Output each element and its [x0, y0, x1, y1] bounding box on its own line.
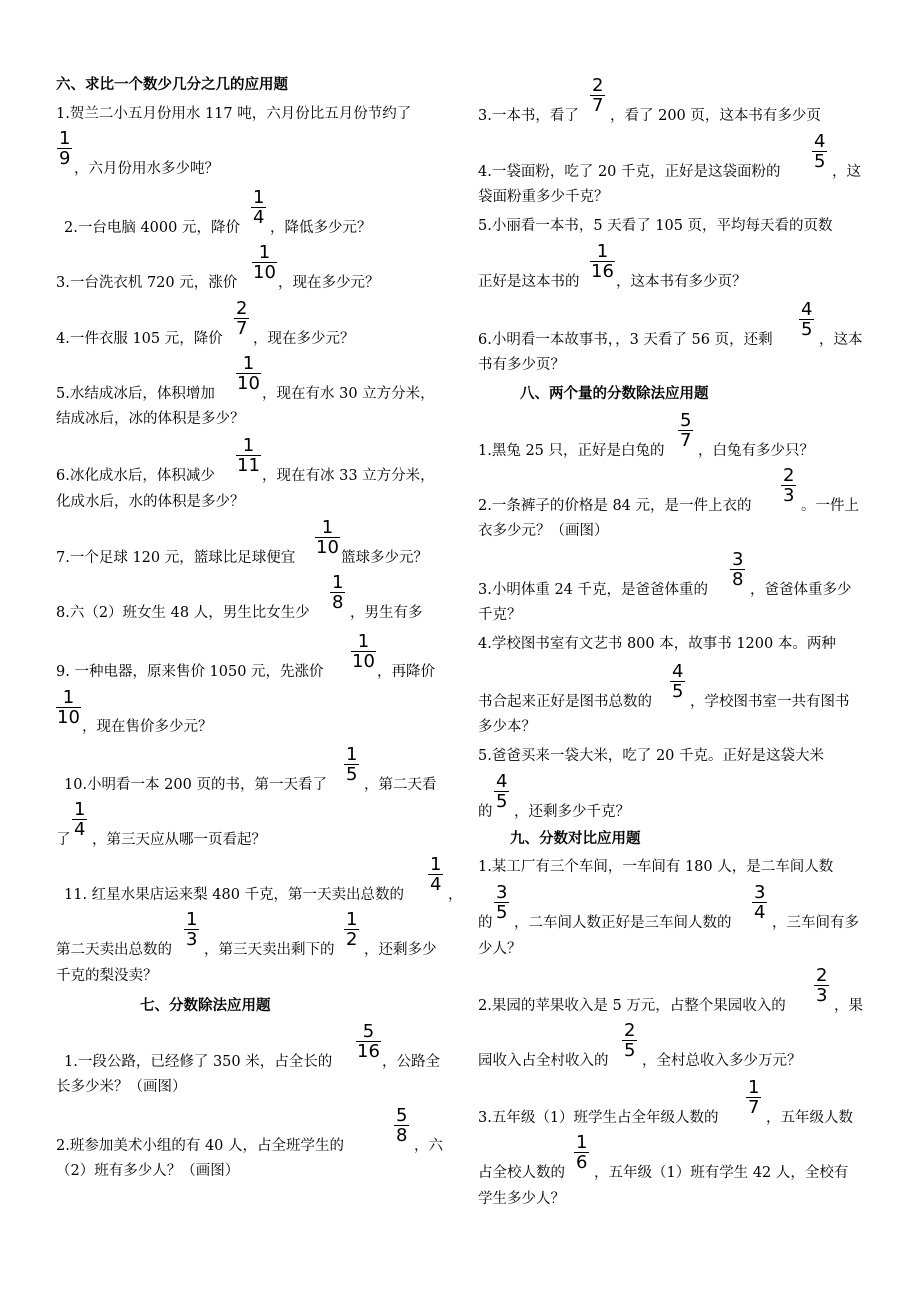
s7-q5: 5.小丽看一本书，5 天看了 105 页，平均每天看的页数 [478, 218, 833, 234]
s7-q4-line2: 袋面粉重多少千克？ [478, 189, 609, 205]
s6-q10-mid: ，第二天看 [364, 777, 437, 793]
s8-q5-line2: 的 [478, 804, 493, 820]
s6-q7-tail: 篮球多少元？ [341, 550, 428, 566]
s9-q3-line3: 学生多少人？ [478, 1191, 565, 1207]
s9-q1-line2: 的 [478, 915, 493, 931]
s7-q1: 1.一段公路，已经修了 350 米，占全长的 [64, 1054, 333, 1070]
fraction: 3 4 [754, 882, 766, 923]
s6-q9: 9. 一种电器，原来售价 1050 元，先涨价 [56, 664, 324, 680]
s7-q4: 4.一袋面粉，吃了 20 千克，正好是这袋面粉的 [478, 164, 781, 180]
s6-q11-line3: 千克的梨没卖？ [56, 968, 158, 984]
fraction: 1 4 [430, 854, 442, 895]
s8-q1-tail: ，白兔有多少只？ [698, 443, 814, 459]
s9-q2: 2.果园的苹果收入是 5 万元，占整个果园收入的 [478, 998, 786, 1014]
s7-q2: 2.班参加美术小组的有 40 人，占全班学生的 [56, 1138, 345, 1154]
s7-q2-tail: ，六 [414, 1138, 443, 1154]
fraction: 1 8 [332, 572, 344, 613]
fraction: 1 5 [346, 744, 358, 785]
s6-q9-mid: ，再降价 [377, 664, 435, 680]
fraction: 1 9 [59, 128, 71, 169]
s6-q3: 3.一台洗衣机 720 元，涨价 [56, 275, 238, 291]
s6-q3-tail: ，现在多少元？ [278, 275, 380, 291]
s6-q8: 8.六（2）班女生 48 人，男生比女生少 [56, 605, 310, 621]
s9-q2-tail: ，果 [834, 998, 863, 1014]
s6-q1-line1: 1.贺兰二小五月份用水 117 吨，六月份比五月份节约了 [56, 106, 412, 122]
fraction: 2 3 [783, 465, 795, 506]
s6-q9-line2: ，现在售价多少元？ [82, 719, 213, 735]
s8-q4: 4.学校图书室有文艺书 800 本，故事书 1200 本。两种 [478, 636, 836, 652]
fraction: 5 7 [680, 410, 692, 451]
s8-q1: 1.黑兔 25 只，正好是白兔的 [478, 443, 665, 459]
section-8-title: 八、两个量的分数除法应用题 [520, 386, 709, 402]
s9-q1-mid: ，二车间人数正好是三车间人数的 [514, 915, 732, 931]
s8-q3: 3.小明体重 24 千克，是爸爸体重的 [478, 582, 709, 598]
s7-q4-tail: ，这 [832, 164, 861, 180]
s8-q4-tail: ，学校图书室一共有图书 [690, 694, 850, 710]
s9-q1-tail: ，三车间有多 [772, 915, 859, 931]
fraction: 2 7 [236, 298, 248, 339]
s6-q6-tail: ，现在有冰 33 立方分米， [262, 468, 435, 484]
s6-q11: 11. 红星水果店运来梨 480 千克，第一天卖出总数的 [64, 887, 405, 903]
fraction: 1 2 [346, 909, 358, 950]
s7-q5-line2: 正好是这本书的 [478, 274, 580, 290]
section-7-title: 七、分数除法应用题 [140, 998, 271, 1014]
fraction: 4 5 [496, 771, 508, 812]
s8-q2-line2: 衣多少元？（画图） [478, 523, 609, 539]
s6-q11-tail: ，还剩多少 [364, 942, 437, 958]
s6-q6-line2: 化成水后，水的体积是多少？ [56, 494, 245, 510]
s6-q10-tail: ，第三天应从哪一页看起？ [92, 832, 266, 848]
s6-q8-tail: ，男生有多 [350, 605, 423, 621]
s8-q3-tail: ，爸爸体重多少 [750, 582, 852, 598]
fraction: 1 10 [253, 242, 276, 283]
fraction: 2 3 [816, 965, 828, 1006]
fraction: 1 10 [57, 687, 80, 728]
s7-q3: 3.一本书，看了 [478, 108, 579, 124]
s9-q1-line3: 少人？ [478, 941, 522, 957]
s7-q3-tail: ，看了 200 页，这本书有多少页 [610, 108, 821, 124]
s6-q7: 7.一个足球 120 元，篮球比足球便宜 [56, 550, 296, 566]
fraction: 5 16 [357, 1021, 380, 1062]
fraction: 4 5 [801, 299, 813, 340]
s6-q11-mid: ，第三天卖出剩下的 [204, 942, 335, 958]
fraction: 3 5 [496, 882, 508, 923]
s9-q2-line2: 园收入占全村收入的 [478, 1053, 609, 1069]
s8-q3-line2: 千克？ [478, 607, 522, 623]
s9-q3: 3.五年级（1）班学生占全年级人数的 [478, 1110, 719, 1126]
s6-q2-tail: ，降低多少元？ [270, 220, 372, 236]
s7-q6: 6.小明看一本故事书，，3 天看了 56 页，还剩 [478, 332, 773, 348]
s8-q2-tail: 。一件上 [801, 498, 859, 514]
fraction: 4 5 [672, 661, 684, 702]
s8-q4-line3: 多少本？ [478, 719, 536, 735]
fraction: 1 10 [237, 353, 260, 394]
fraction: 1 11 [237, 435, 260, 476]
s7-q6-line2: 书有多少页？ [478, 357, 565, 373]
fraction: 1 16 [591, 241, 614, 282]
s9-q3-line2: 占全校人数的 [478, 1165, 565, 1181]
fraction: 4 5 [814, 131, 826, 172]
fraction: 1 10 [316, 517, 339, 558]
s8-q5-tail: ，还剩多少千克？ [514, 804, 630, 820]
s7-q1-line2: 长多少米？（画图） [56, 1079, 187, 1095]
s8-q2: 2.一条裤子的价格是 84 元，是一件上衣的 [478, 498, 752, 514]
s6-q11-line2: 第二天卖出总数的 [56, 942, 172, 958]
s8-q4-line2: 书合起来正好是图书总数的 [478, 694, 652, 710]
s7-q1-tail: ，公路全 [382, 1054, 440, 1070]
s7-q2-line2: （2）班有多少人？（画图） [56, 1163, 240, 1179]
section-9-title: 九、分数对比应用题 [510, 831, 641, 847]
s9-q3-line2-tail: ，五年级（1）班有学生 42 人，全校有 [594, 1165, 849, 1181]
fraction: 1 4 [253, 187, 265, 228]
s6-q11-comma: ， [448, 887, 463, 903]
s9-q1: 1.某工厂有三个车间，一车间有 180 人，是二车间人数 [478, 859, 834, 875]
s6-q5: 5.水结成冰后，体积增加 [56, 386, 215, 402]
s6-q1-line2: ，六月份用水多少吨？ [74, 161, 219, 177]
s6-q10-line2: 了 [56, 832, 71, 848]
s6-q5-line2: 结成冰后，冰的体积是多少？ [56, 411, 245, 427]
s8-q5: 5.爸爸买来一袋大米，吃了 20 千克。正好是这袋大米 [478, 748, 825, 764]
fraction: 1 7 [748, 1077, 760, 1118]
fraction: 1 3 [186, 909, 198, 950]
fraction: 5 8 [396, 1105, 408, 1146]
s6-q2: 2.一台电脑 4000 元，降价 [64, 220, 240, 236]
section-6-title: 六、求比一个数少几分之几的应用题 [56, 77, 288, 93]
s6-q5-tail: ，现在有水 30 立方分米， [262, 386, 435, 402]
s6-q4-tail: ，现在多少元？ [253, 331, 355, 347]
fraction: 1 10 [352, 631, 375, 672]
s6-q4: 4.一件衣服 105 元，降价 [56, 331, 223, 347]
s7-q5-tail: ，这本书有多少页？ [616, 274, 747, 290]
s6-q6: 6.冰化成水后，体积减少 [56, 468, 215, 484]
s6-q10: 10.小明看一本 200 页的书，第一天看了 [64, 777, 327, 793]
fraction: 2 5 [624, 1020, 636, 1061]
s7-q6-tail: ，这本 [819, 332, 863, 348]
fraction: 2 7 [592, 75, 604, 116]
s9-q2-line2-tail: ，全村总收入多少万元？ [642, 1053, 802, 1069]
s9-q3-tail: ，五年级人数 [766, 1110, 853, 1126]
fraction: 1 6 [576, 1132, 588, 1173]
fraction: 3 8 [732, 549, 744, 590]
fraction: 1 4 [74, 799, 86, 840]
